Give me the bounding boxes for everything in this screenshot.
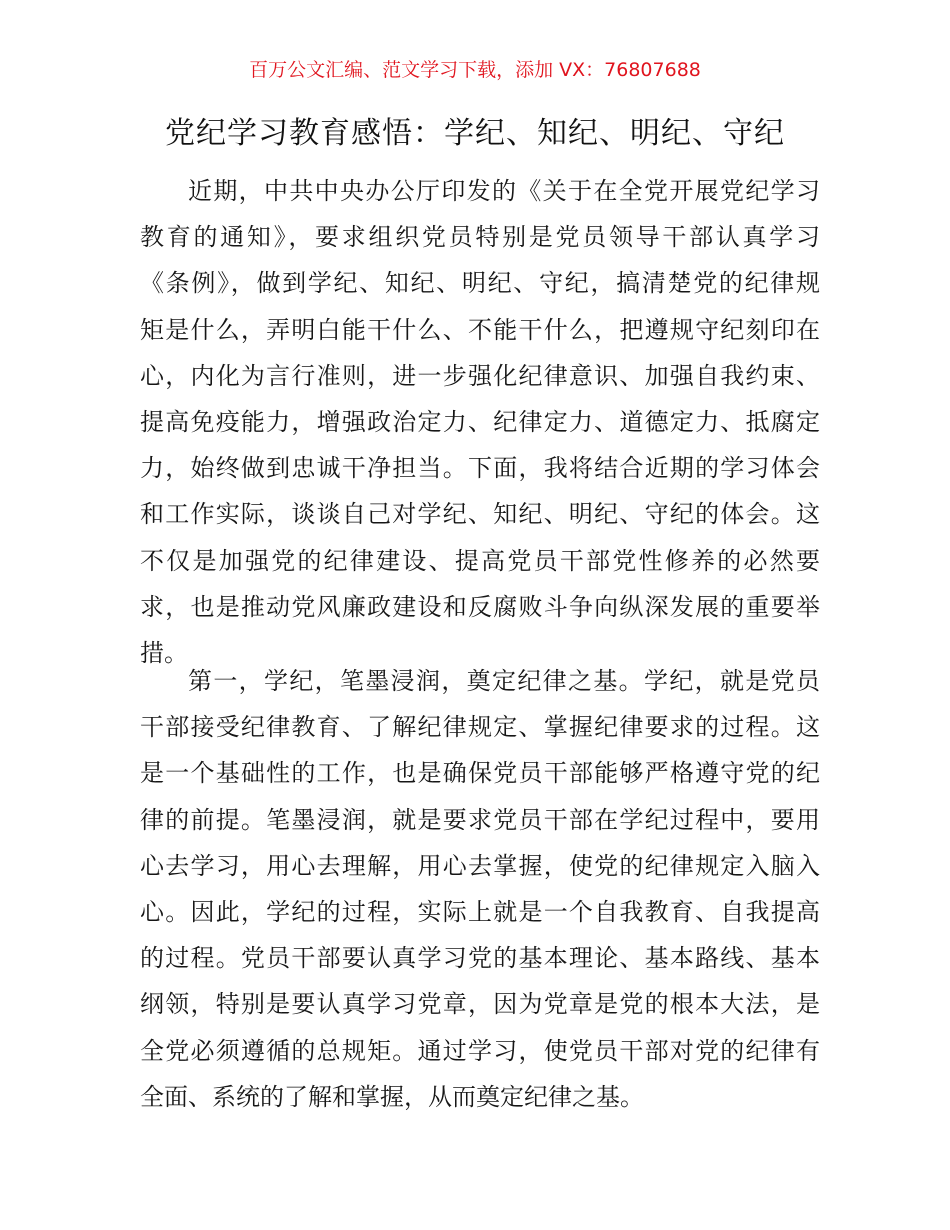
watermark-header-note: 百万公文汇编、范文学习下载，添加 VX：76807688 — [249, 59, 701, 81]
paragraph-line: 不仅是加强党的纪律建设、提高党员干部党性修养的必然要 — [140, 546, 820, 575]
paragraph-line: 措。 — [140, 638, 188, 667]
paragraph-intro — [140, 168, 820, 676]
paragraph-line: 心去学习，用心去理解，用心去掌握，使党的纪律规定入脑入 — [140, 851, 820, 880]
paragraph-line: 求，也是推动党风廉政建设和反腐败斗争向纵深发展的重要举 — [140, 592, 820, 621]
paragraph-line: 教育的通知》，要求组织党员特别是党员领导干部认真学习 — [140, 223, 820, 252]
paragraph-line: 的过程。党员干部要认真学习党的基本理论、基本路线、基本 — [140, 944, 820, 973]
paragraph-line: 近期，中共中央办公厅印发的《关于在全党开展党纪学习 — [188, 177, 820, 205]
paragraph-line: 干部接受纪律教育、了解纪律规定、掌握纪律要求的过程。这 — [140, 713, 820, 742]
document-title: 党纪学习教育感悟：学纪、知纪、明纪、守纪 — [165, 116, 785, 151]
paragraph-line: 全面、系统的了解和掌握，从而奠定纪律之基。 — [140, 1082, 644, 1111]
paragraph-line: 和工作实际，谈谈自己对学纪、知纪、明纪、守纪的体会。这 — [140, 500, 820, 529]
paragraph-line: 心。因此，学纪的过程，实际上就是一个自我教育、自我提高 — [140, 897, 820, 926]
paragraph-line: 矩是什么，弄明白能干什么、不能干什么，把遵规守纪刻印在 — [140, 315, 820, 344]
paragraph-line: 全党必须遵循的总规矩。通过学习，使党员干部对党的纪律有 — [140, 1036, 820, 1065]
paragraph-first-point — [140, 658, 820, 1120]
paragraph-line: 提高免疫能力，增强政治定力、纪律定力、道德定力、抵腐定 — [140, 407, 820, 436]
paragraph-line: 是一个基础性的工作，也是确保党员干部能够严格遵守党的纪 — [140, 759, 820, 788]
paragraph-line: 力，始终做到忠诚干净担当。下面，我将结合近期的学习体会 — [140, 454, 820, 483]
paragraph-line: 纲领，特别是要认真学习党章，因为党章是党的根本大法，是 — [140, 990, 820, 1019]
paragraph-line: 心，内化为言行准则，进一步强化纪律意识、加强自我约束、 — [140, 361, 820, 390]
paragraph-line: 律的前提。笔墨浸润，就是要求党员干部在学纪过程中，要用 — [140, 805, 820, 834]
paragraph-line: 《条例》，做到学纪、知纪、明纪、守纪，搞清楚党的纪律规 — [140, 269, 820, 298]
paragraph-line: 第一，学纪，笔墨浸润，奠定纪律之基。学纪，就是党员 — [188, 667, 820, 695]
